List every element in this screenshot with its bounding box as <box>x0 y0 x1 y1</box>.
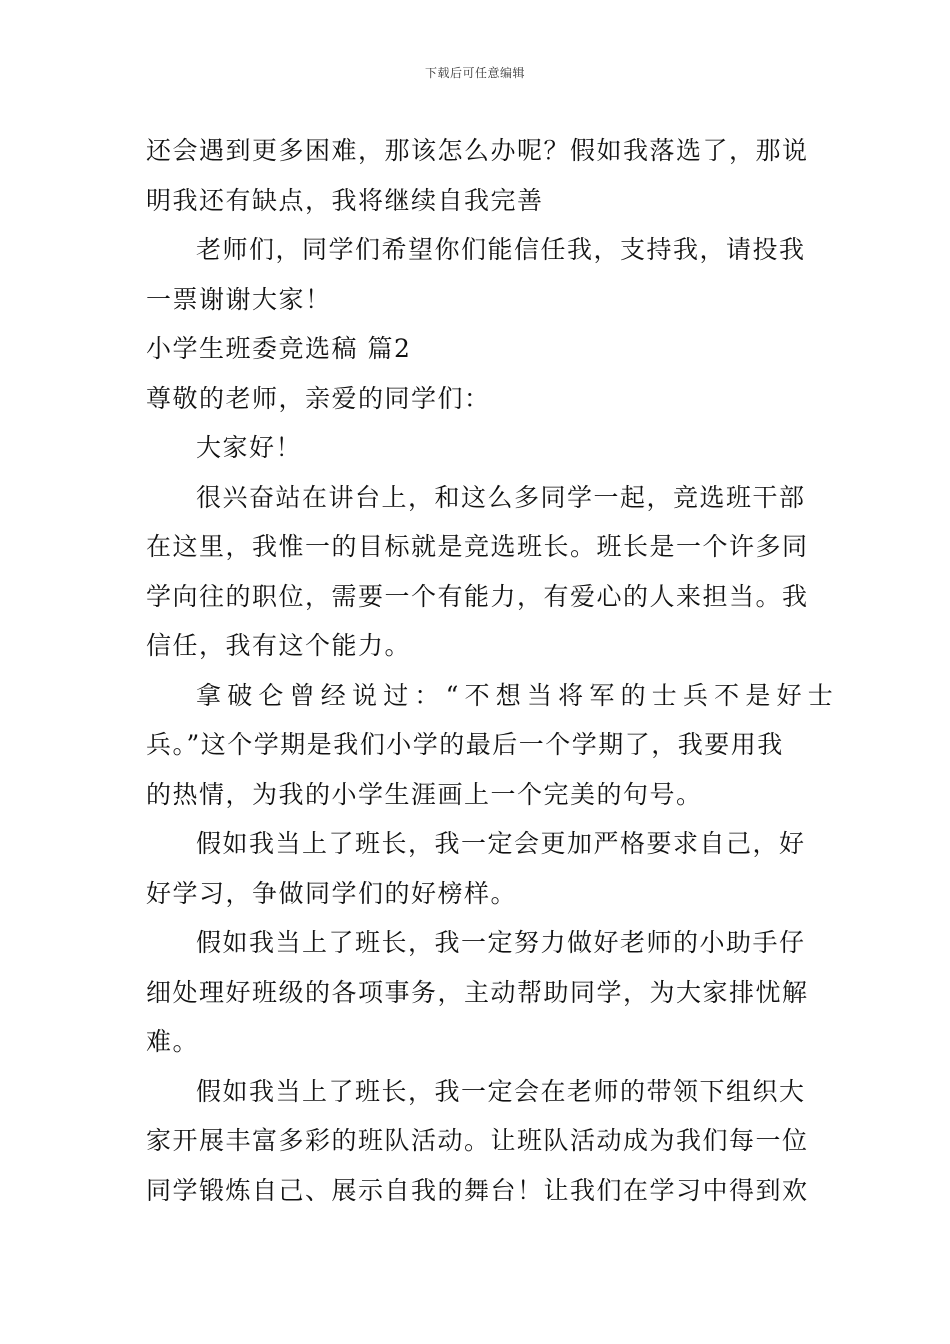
paragraph-line: 学向往的职位，需要一个有能力，有爱心的人来担当。我 <box>146 581 809 611</box>
paragraph-line: 在这里，我惟一的目标就是竞选班长。班长是一个许多同 <box>146 532 809 561</box>
paragraph-line: 的热情，为我的小学生涯画上一个完美的句号。 <box>146 779 703 809</box>
paragraph-line: 家开展丰富多彩的班队活动。让班队活动成为我们每一位 <box>146 1126 809 1155</box>
paragraph-line: 难。 <box>146 1027 200 1056</box>
paragraph-line: 好学习，争做同学们的好榜样。 <box>146 878 518 908</box>
paragraph-line: 信任，我有这个能力。 <box>146 631 412 660</box>
paragraph-line: 同学锻炼自己、展示自我的舞台！让我们在学习中得到欢 <box>146 1175 809 1205</box>
paragraph-line: 拿破仑曾经说过：“不想当将军的士兵不是好士 <box>196 680 839 710</box>
paragraph-line: 老师们，同学们希望你们能信任我，支持我，请投我 <box>196 235 806 264</box>
document-body <box>146 126 839 1215</box>
page-header: 下载后可任意编辑 <box>424 66 525 80</box>
paragraph-line: 一票谢谢大家！ <box>146 284 332 314</box>
paragraph-line: 假如我当上了班长，我一定会更加严格要求自己，好 <box>196 829 806 858</box>
paragraph-line: 细处理好班级的各项事务，主动帮助同学，为大家排忧解 <box>146 977 809 1007</box>
paragraph-line: 明我还有缺点，我将继续自我完善 <box>146 185 544 215</box>
paragraph-line: 还会遇到更多困难，那该怎么办呢？假如我落选了，那说 <box>146 136 809 165</box>
salutation: 尊敬的老师，亲爱的同学们： <box>146 383 491 413</box>
paragraph-line: 假如我当上了班长，我一定努力做好老师的小助手仔 <box>196 928 806 957</box>
greeting: 大家好！ <box>196 433 303 462</box>
section-title: 小学生班委竞选稿 篇2 <box>146 334 412 363</box>
paragraph-line: 兵。”这个学期是我们小学的最后一个学期了，我要用我 <box>146 730 784 759</box>
paragraph-line: 假如我当上了班长，我一定会在老师的带领下组织大 <box>196 1076 806 1106</box>
paragraph-line: 很兴奋站在讲台上，和这么多同学一起，竞选班干部 <box>196 482 806 512</box>
